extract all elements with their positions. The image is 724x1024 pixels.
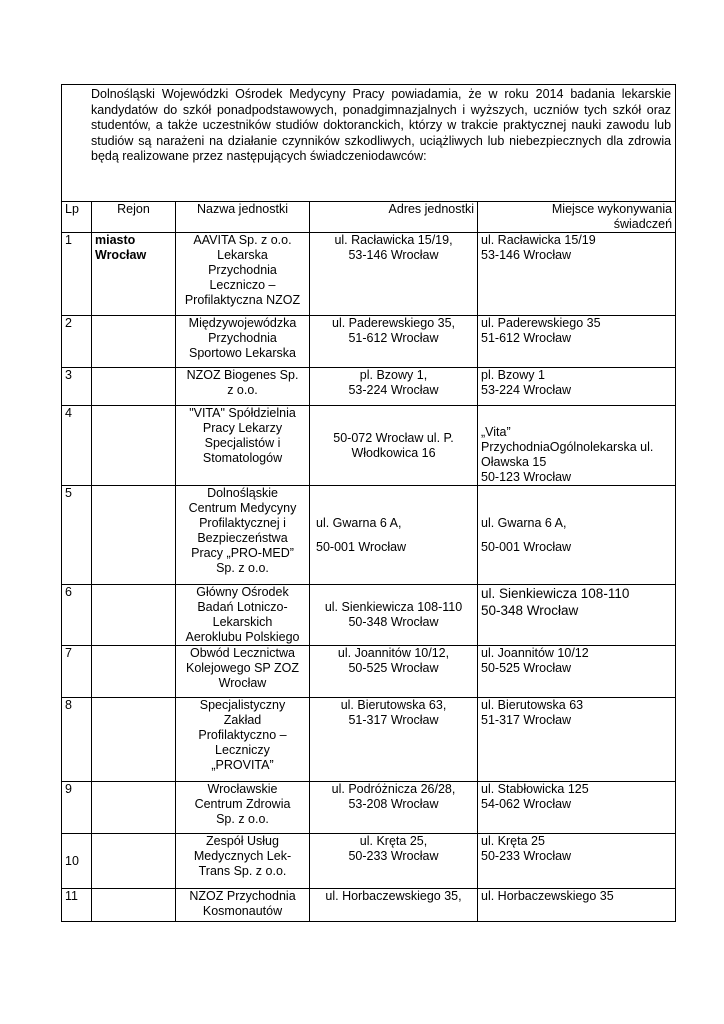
- row-address: [310, 889, 478, 922]
- name-line: Trans Sp. z o.o.: [198, 864, 287, 878]
- place-line: ul. Stabłowicka 125: [481, 782, 589, 796]
- row-place: [478, 486, 676, 585]
- header-place: [478, 202, 676, 233]
- row-place: [478, 646, 676, 698]
- row-place: [478, 698, 676, 782]
- place-line: 50-348 Wrocław: [481, 603, 579, 618]
- table-row: [62, 782, 676, 834]
- name-line: Profilaktyczno –: [198, 728, 287, 742]
- name-line: Międzywojewódzka: [188, 316, 297, 330]
- name-line: Medycznych Lek-: [193, 849, 292, 863]
- row-lp: 7: [62, 646, 92, 698]
- address-line: ul. Podróżnicza 26/28,: [331, 782, 456, 796]
- place-line: Oławska 15: [481, 455, 547, 469]
- place-line: ul. Racławicka 15/19: [481, 233, 596, 247]
- name-line: Profilaktycznej i: [199, 516, 286, 530]
- row-address: [310, 233, 478, 316]
- row-address: [310, 698, 478, 782]
- address-line: ul. Paderewskiego 35,: [332, 316, 455, 330]
- address-line: ul. Bierutowska 63,: [340, 698, 447, 712]
- place-line: ul. Gwarna 6 A,: [481, 515, 567, 530]
- row-name: [176, 486, 310, 585]
- name-line: Obwód Lecznictwa: [190, 646, 295, 660]
- row-place: [478, 585, 676, 646]
- header-region: Rejon: [92, 202, 176, 233]
- row-region: [92, 316, 176, 368]
- place-line: 53-146 Wrocław: [481, 248, 572, 262]
- row-place: [478, 406, 676, 486]
- address-line: 53-208 Wrocław: [348, 797, 439, 811]
- name-line: Zakład: [223, 713, 262, 727]
- address-line: ul. Racławicka 15/19,: [334, 233, 453, 247]
- row-region: [92, 406, 176, 486]
- row-lp: 3: [62, 368, 92, 406]
- row-region: [92, 646, 176, 698]
- row-address: [310, 646, 478, 698]
- name-line: „PROVITA”: [211, 758, 274, 772]
- name-line: z o.o.: [227, 383, 258, 397]
- name-line: Badań Lotniczo-: [197, 600, 288, 614]
- place-line: ul. Bierutowska 63: [481, 698, 584, 712]
- name-line: Lekarskich: [212, 615, 273, 629]
- row-name: [176, 782, 310, 834]
- header-row: [62, 202, 676, 233]
- table-row: [62, 834, 676, 889]
- header-address: Adres jednostki: [310, 202, 478, 233]
- intro-row: [62, 85, 676, 202]
- row-lp: 5: [62, 486, 92, 585]
- row-region: [92, 834, 176, 889]
- place-line: 51-317 Wrocław: [481, 713, 572, 727]
- row-lp: 1: [62, 233, 92, 316]
- table-row: [62, 486, 676, 585]
- table-row: [62, 698, 676, 782]
- row-name: [176, 233, 310, 316]
- place-line: 53-224 Wrocław: [481, 383, 572, 397]
- region-line: Wrocław: [95, 248, 147, 262]
- name-line: Leczniczo –: [209, 278, 276, 292]
- row-lp: 6: [62, 585, 92, 646]
- row-region: [92, 782, 176, 834]
- name-line: Pracy Lekarzy: [202, 421, 283, 435]
- table-row: [62, 233, 676, 316]
- row-place: [478, 782, 676, 834]
- address-line: ul. Kręta 25,: [359, 834, 428, 848]
- address-line: 51-317 Wrocław: [348, 713, 439, 727]
- name-line: Pracy „PRO-MED”: [191, 546, 294, 560]
- name-line: Leczniczy: [215, 743, 270, 757]
- row-address: [310, 368, 478, 406]
- table-row: [62, 368, 676, 406]
- place-line: 50-525 Wrocław: [481, 661, 572, 675]
- row-address: [310, 486, 478, 585]
- place-line: 51-612 Wrocław: [481, 331, 572, 345]
- row-name: [176, 889, 310, 922]
- row-place: [478, 233, 676, 316]
- address-line: 53-224 Wrocław: [348, 383, 439, 397]
- row-lp: 2: [62, 316, 92, 368]
- row-lp: 10: [62, 834, 92, 889]
- name-line: Sportowo Lekarska: [188, 346, 296, 360]
- row-address: [310, 834, 478, 889]
- address-line: ul. Horbaczewskiego 35,: [325, 889, 462, 903]
- address-line: 50-348 Wrocław: [348, 615, 439, 629]
- name-line: Przychodnia: [208, 263, 277, 277]
- row-name: [176, 316, 310, 368]
- name-line: Centrum Medycyny: [188, 501, 297, 515]
- place-line: ul. Horbaczewskiego 35: [481, 889, 614, 903]
- providers-table: [61, 84, 676, 922]
- place-line: 50-001 Wrocław: [481, 539, 572, 554]
- region-line: miasto: [95, 233, 136, 247]
- name-line: AAVITA Sp. z o.o.: [193, 233, 292, 247]
- row-name: [176, 368, 310, 406]
- row-region: [92, 233, 176, 316]
- row-region: [92, 585, 176, 646]
- name-line: NZOZ Przychodnia: [189, 889, 296, 903]
- row-name: [176, 698, 310, 782]
- row-place: [478, 889, 676, 922]
- place-line: pl. Bzowy 1: [481, 368, 545, 382]
- name-line: Aeroklubu Polskiego: [185, 630, 300, 644]
- table-row: [62, 316, 676, 368]
- name-line: Stomatologów: [202, 451, 283, 465]
- header-place-line-2: świadczeń: [613, 217, 673, 231]
- row-name: [176, 646, 310, 698]
- row-name: [176, 406, 310, 486]
- address-line: 50-001 Wrocław: [316, 539, 407, 554]
- name-line: Dolnośląskie: [207, 486, 278, 500]
- row-address: [310, 782, 478, 834]
- table-row: [62, 889, 676, 922]
- place-line: ul. Kręta 25: [481, 834, 545, 848]
- address-line: 50-072 Wrocław ul. P.: [333, 430, 454, 445]
- row-lp: 4: [62, 406, 92, 486]
- name-line: Specjalistyczny: [199, 698, 286, 712]
- name-line: Główny Ośrodek: [196, 585, 289, 599]
- row-lp: 9: [62, 782, 92, 834]
- name-line: Sp. z o.o.: [216, 561, 269, 575]
- name-line: Sp. z o.o.: [216, 812, 269, 826]
- header-lp: Lp: [62, 202, 92, 233]
- place-line: ul. Paderewskiego 35: [481, 316, 601, 330]
- name-line: NZOZ Biogenes Sp.: [186, 368, 299, 382]
- row-name: [176, 834, 310, 889]
- name-line: Specjalistów i: [204, 436, 281, 450]
- address-line: ul. Joannitów 10/12,: [337, 646, 450, 660]
- row-address: [310, 585, 478, 646]
- name-line: Wrocław: [218, 676, 267, 690]
- name-line: Bezpieczeństwa: [197, 531, 288, 545]
- intro-text: Dolnośląski Wojewódzki Ośrodek Medycyny Pracy powiadamia, że w roku 2014 badania lekarskie kandydatów do szkół ponadpodstawowych, ponadgimnazjalnych i wyższych, uczniów tych szkół oraz studentów, a także uczestników studiów doktoranckich, którzy w trakcie praktycznej nauki zawodu lub studiów są narażeni na działanie czynników szkodliwych, uciążliwych lub niebezpiecznych dla zdrowia będą realizowane przez następujących świadczeniodawców:: [62, 85, 676, 202]
- row-lp: 8: [62, 698, 92, 782]
- row-place: [478, 368, 676, 406]
- place-line: ul. Sienkiewicza 108-110: [481, 586, 630, 601]
- row-name: [176, 585, 310, 646]
- row-address: [310, 406, 478, 486]
- row-region: [92, 698, 176, 782]
- address-line: pl. Bzowy 1,: [359, 368, 428, 382]
- row-address: [310, 316, 478, 368]
- name-line: "VITA" Spółdzielnia: [189, 406, 296, 420]
- place-line: „Vita”: [481, 425, 511, 439]
- name-line: Kosmonautów: [202, 904, 283, 918]
- row-place: [478, 834, 676, 889]
- table-row: [62, 646, 676, 698]
- header-place-line-1: Miejsce wykonywania: [551, 202, 673, 216]
- place-line: ul. Joannitów 10/12: [481, 646, 589, 660]
- name-line: Centrum Zdrowia: [194, 797, 291, 811]
- name-line: Profilaktyczna NZOZ: [184, 293, 301, 307]
- place-line: 54-062 Wrocław: [481, 797, 572, 811]
- place-line: 50-233 Wrocław: [481, 849, 572, 863]
- address-line: ul. Sienkiewicza 108-110: [324, 600, 463, 614]
- name-line: Zespół Usług: [206, 834, 279, 848]
- place-line: PrzychodniaOgólnolekarska ul.: [481, 440, 654, 454]
- row-lp: 11: [62, 889, 92, 922]
- row-region: [92, 486, 176, 585]
- name-line: Kolejowego SP ZOZ: [185, 661, 300, 675]
- address-line: 53-146 Wrocław: [348, 248, 439, 262]
- table-row: [62, 406, 676, 486]
- address-line: 50-233 Wrocław: [348, 849, 439, 863]
- place-line: 50-123 Wrocław: [481, 470, 572, 484]
- address-line: Włodkowica 16: [351, 445, 436, 460]
- table-row: [62, 585, 676, 646]
- row-place: [478, 316, 676, 368]
- row-region: [92, 889, 176, 922]
- row-region: [92, 368, 176, 406]
- name-line: Wrocławskie: [207, 782, 278, 796]
- header-name: Nazwa jednostki: [176, 202, 310, 233]
- name-line: Przychodnia: [208, 331, 277, 345]
- address-line: ul. Gwarna 6 A,: [316, 515, 402, 530]
- name-line: Lekarska: [217, 248, 268, 262]
- address-line: 51-612 Wrocław: [348, 331, 439, 345]
- address-line: 50-525 Wrocław: [348, 661, 439, 675]
